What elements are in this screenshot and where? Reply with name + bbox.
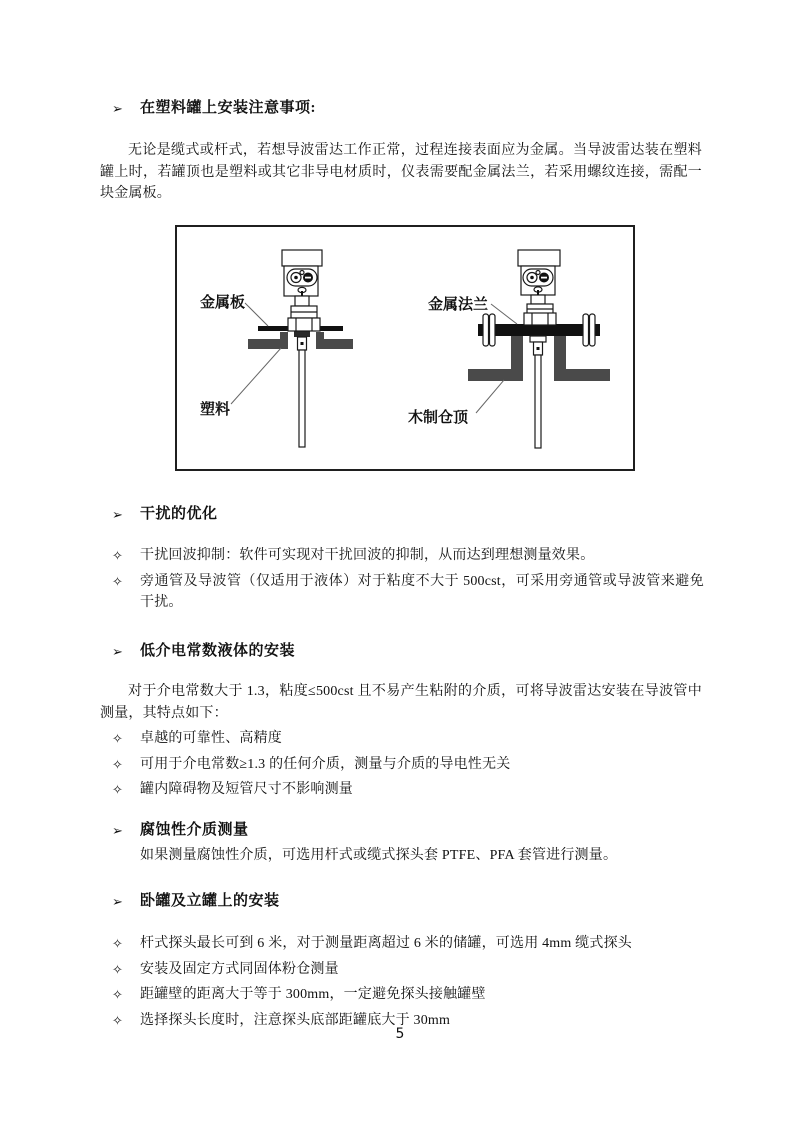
diamond-bullet-icon: ✧ [112,573,124,589]
arrow-bullet-icon: ➢ [112,823,123,838]
installation-diagram [177,227,633,469]
hex-nut [524,313,556,325]
probe-rod [535,355,541,448]
plastic-roof-left-wing [248,332,288,349]
list-item-text: 旁通管及导波管（仅适用于液体）对于粘度不大于 500cst，可采用旁通管或导波管来避免干扰。 [140,573,704,610]
diamond-bullet-icon: ✧ [112,936,124,951]
right-radar-on-wooden-roof [408,250,610,448]
list-item [100,984,704,1006]
section-heading-plastic-tank [100,99,704,118]
diamond-bullet-icon: ✧ [112,756,124,772]
list-item-text: 罐内障碍物及短管尺寸不影响测量 [140,782,353,797]
list-item-text: 干扰回波抑制：软件可实现对干扰回波的抑制，从而达到理想测量效果。 [140,548,595,563]
flange-boss [530,336,546,342]
list-item-text: 可用于介电常数≥1.3 的任何介质，测量与介质的导电性无关 [140,756,511,772]
list-item-text: 距罐壁的距离大于等于 300mm，一定避免探头接触罐壁 [140,987,486,1002]
section-heading-interference [100,505,704,524]
page-number: 5 [395,1026,405,1042]
list-item-text: 杆式探头最长可到 6 米，对于测量距离超过 6 米的储罐，可选用 4mm 缆式探头 [140,936,632,951]
section-heading-tank-install [100,892,704,911]
plastic-label: 塑料 [200,402,231,418]
clamp-dot [301,342,304,345]
low-dielectric-list [100,728,704,805]
section-title: 腐蚀性介质测量 [140,822,249,838]
plastic-tank-paragraph: 无论是缆式或杆式，若想导波雷达工作正常，过程连接表面应为金属。当导波雷达装在塑料罐上时，若罐顶也是塑料或其它非导电材质时，仪表需要配金属法兰，若采用螺纹连接，需配一块金属板。 [100,143,702,201]
wooden-roof-label: 木制仓顶 [408,410,469,426]
neck-pin [537,290,539,295]
probe-rod [299,350,305,447]
list-item-text: 选择探头长度时，注意探头底部距罐底大于 30mm [140,1012,451,1028]
interference-list [100,545,704,618]
metal-flange-bar [478,324,600,336]
list-item [100,779,704,801]
flange-bolt-right-a [583,314,589,346]
wooden-roof-right [554,336,610,381]
metal-plate-label: 金属板 [200,295,246,311]
diamond-bullet-icon: ✧ [112,961,124,977]
metal-plate-leader-line [245,303,268,326]
arrow-bullet-icon: ➢ [112,644,123,659]
plastic-roof-right-wing [316,332,353,349]
wooden-roof-leader-line [476,380,504,413]
section-title: 在塑料罐上安装注意事项: [140,100,316,116]
section-title: 卧罐及立罐上的安装 [140,893,280,909]
section-heading-corrosive [100,821,704,840]
dial-dot [294,276,298,280]
diamond-bullet-icon: ✧ [112,548,124,563]
hex-nut [288,318,320,331]
metal-flange-label: 金属法兰 [428,297,489,313]
diamond-bullet-icon: ✧ [112,782,124,797]
dial-minus [305,277,311,279]
list-item [100,728,704,750]
section-heading-low-dielectric [100,642,704,661]
dial-dot [530,276,534,280]
tank-install-list [100,933,704,1035]
thread-boss [294,331,310,337]
list-item [100,754,704,776]
neck [295,296,309,306]
diamond-bullet-icon: ✧ [112,1012,124,1028]
arrow-bullet-icon: ➢ [112,101,123,116]
corrosive-paragraph: 如果测量腐蚀性介质，可选用杆式或缆式探头套 PTFE、PFA 套管进行测量。 [140,848,618,863]
section-title: 干扰的优化 [140,506,218,522]
arrow-bullet-icon: ➢ [112,507,123,522]
flange-bolt-left-a [483,314,489,346]
list-item [100,933,704,955]
section-title: 低介电常数液体的安装 [140,643,296,659]
neck [531,295,545,304]
diamond-bullet-icon: ✧ [112,987,124,1002]
list-item [100,571,704,614]
flange-bolt-left-b [490,314,496,346]
low-dielectric-intro: 对于介电常数大于 1.3，粘度≤500cst 且不易产生粘附的介质，可将导波雷达安装在导波管中测量，其特点如下： [100,684,702,721]
list-item-text: 安装及固定方式同固体粉仓测量 [140,961,339,977]
arrow-bullet-icon: ➢ [112,894,123,909]
plastic-leader-line [231,348,281,404]
list-item-text: 卓越的可靠性、高精度 [140,731,282,746]
left-radar-on-plastic-tank [200,250,353,447]
dial-minus [541,277,547,279]
clamp-dot [537,347,540,350]
housing-cap [282,250,322,266]
list-item [100,959,704,981]
diamond-bullet-icon: ✧ [112,731,124,746]
flange-bolt-right-b [590,314,596,346]
installation-figure [175,225,635,471]
housing-cap [518,250,560,266]
list-item [100,545,704,567]
neck-pin [301,291,303,296]
